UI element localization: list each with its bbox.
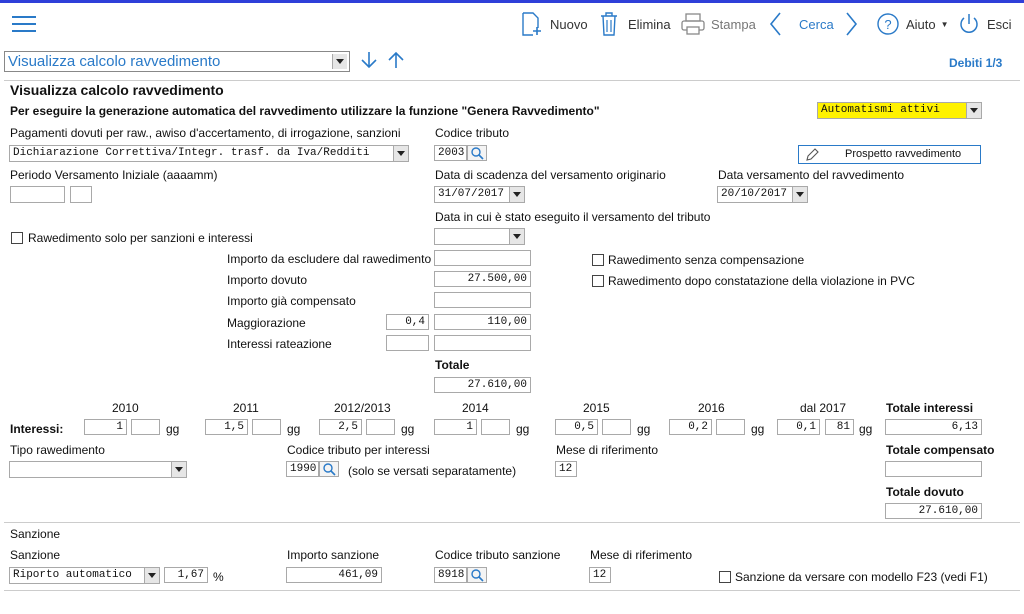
codice-interessi-label: Codice tributo per interessi bbox=[287, 443, 430, 457]
svg-text:?: ? bbox=[884, 17, 892, 32]
search-prev-button[interactable] bbox=[768, 8, 784, 40]
days-field-4[interactable] bbox=[602, 419, 631, 435]
days-field-6[interactable] bbox=[825, 419, 854, 435]
search-label[interactable]: Cerca bbox=[799, 17, 834, 32]
mese-label: Mese di riferimento bbox=[556, 443, 659, 457]
senza-compensazione-label: Rawedimento senza compensazione bbox=[608, 253, 805, 267]
days-value: 81 bbox=[836, 421, 850, 433]
codice-tributo-label: Codice tributo bbox=[435, 126, 510, 140]
f23-label: Sanzione da versare con modello F23 (vedi F1) bbox=[735, 570, 988, 584]
trash-icon bbox=[598, 11, 620, 37]
chevron-left-icon bbox=[768, 11, 784, 37]
dopo-pvc-label: Rawedimento dopo constatazione della violazione in PVC bbox=[608, 274, 915, 288]
search-next-button[interactable] bbox=[843, 8, 859, 40]
tipo-select[interactable] bbox=[9, 461, 187, 478]
hamburger-menu-icon[interactable] bbox=[12, 15, 36, 33]
totale-compensato-field[interactable] bbox=[885, 461, 982, 477]
totale-dovuto-field[interactable] bbox=[885, 503, 982, 519]
importo-escludere-label: Importo da escludere dal rawedimento bbox=[227, 252, 432, 266]
codice-sanzione-value: 8918 bbox=[438, 569, 465, 581]
totale-dovuto-label: Totale dovuto bbox=[886, 485, 964, 499]
page-counter: Debiti 1/3 bbox=[949, 56, 1003, 70]
periodo-label: Periodo Versamento Iniziale (aaaamm) bbox=[10, 168, 218, 182]
caret-down-icon: ▼ bbox=[940, 19, 949, 29]
chevron-down-icon bbox=[144, 568, 159, 583]
mese-value: 12 bbox=[559, 463, 573, 475]
gg-label: gg bbox=[166, 422, 180, 436]
solo-sanzioni-checkbox[interactable] bbox=[11, 232, 23, 244]
data-scadenza-label: Data di scadenza del versamento originario bbox=[435, 168, 666, 182]
year-label-5: 2016 bbox=[698, 401, 725, 415]
maggiorazione-pct-value: 0,4 bbox=[405, 316, 425, 328]
gg-label: gg bbox=[859, 422, 873, 436]
chevron-down-icon bbox=[393, 146, 408, 161]
search-icon bbox=[468, 568, 486, 582]
chevron-down-icon bbox=[509, 229, 524, 244]
chevron-down-icon bbox=[792, 187, 807, 202]
exit-button[interactable] bbox=[957, 8, 1012, 40]
exit-label: Esci bbox=[987, 16, 1012, 32]
days-field-0[interactable] bbox=[131, 419, 160, 435]
importo-dovuto-label: Importo dovuto bbox=[227, 273, 308, 287]
pct-sign: % bbox=[213, 570, 224, 584]
help-label: Aiuto bbox=[906, 16, 936, 32]
divider bbox=[4, 522, 1020, 523]
importo-sanzione-value: 461,09 bbox=[338, 569, 378, 581]
pagamenti-value: Dichiarazione Correttiva/Integr. trasf. da Iva/Redditi bbox=[13, 147, 370, 159]
maggiorazione-label: Maggiorazione bbox=[227, 316, 306, 330]
totale-value: 27.610,00 bbox=[467, 379, 527, 391]
sanzione-value: Riporto automatico bbox=[13, 569, 132, 581]
prospetto-button[interactable] bbox=[798, 145, 981, 164]
sanzione-mese-label: Mese di riferimento bbox=[590, 548, 693, 562]
periodo-month-field[interactable] bbox=[70, 186, 92, 203]
totale-field[interactable] bbox=[434, 377, 531, 393]
days-field-2[interactable] bbox=[366, 419, 395, 435]
chevron-down-icon bbox=[171, 462, 186, 477]
year-label-4: 2015 bbox=[583, 401, 610, 415]
importo-sanzione-field[interactable] bbox=[286, 567, 382, 583]
data-scadenza-value: 31/07/2017 bbox=[438, 188, 505, 200]
codice-sanzione-search-button[interactable] bbox=[467, 567, 487, 583]
year-label-6: dal 2017 bbox=[800, 401, 847, 415]
maggiorazione-pct-field[interactable] bbox=[386, 314, 429, 330]
rate-value: 0,1 bbox=[796, 421, 816, 433]
codice-interessi-search-button[interactable] bbox=[319, 461, 339, 477]
codice-interessi-field[interactable] bbox=[286, 461, 319, 477]
gg-label: gg bbox=[751, 422, 765, 436]
rate-value: 0,5 bbox=[574, 421, 594, 433]
search-icon bbox=[320, 462, 338, 476]
rate-field-3[interactable] bbox=[434, 419, 477, 435]
codice-tributo-search-button[interactable] bbox=[467, 145, 487, 161]
printer-icon bbox=[680, 12, 706, 36]
new-label: Nuovo bbox=[550, 16, 588, 32]
new-button[interactable] bbox=[520, 8, 588, 40]
days-field-1[interactable] bbox=[252, 419, 281, 435]
rate-value: 1 bbox=[116, 421, 123, 433]
sanzione-mese-field[interactable] bbox=[589, 567, 611, 583]
rate-field-4[interactable] bbox=[555, 419, 598, 435]
pagamenti-label: Pagamenti dovuti per raw., awiso d'accertamento, di irrogazione, sanzioni bbox=[10, 126, 401, 140]
rate-value: 2,5 bbox=[338, 421, 358, 433]
sanzione-label: Sanzione bbox=[10, 548, 61, 562]
help-button[interactable] bbox=[876, 8, 949, 40]
maggiorazione-value: 110,00 bbox=[487, 316, 527, 328]
codice-tributo-value: 2003 bbox=[438, 147, 465, 159]
sanzione-mese-value: 12 bbox=[593, 569, 607, 581]
tipo-label: Tipo rawedimento bbox=[10, 443, 105, 457]
year-label-0: 2010 bbox=[112, 401, 139, 415]
codice-sanzione-field[interactable] bbox=[434, 567, 467, 583]
interessi-rateazione-field[interactable] bbox=[434, 335, 531, 351]
gg-label: gg bbox=[516, 422, 530, 436]
importo-dovuto-value: 27.500,00 bbox=[467, 273, 527, 285]
year-label-1: 2011 bbox=[233, 401, 259, 415]
arrow-up-icon[interactable] bbox=[386, 50, 406, 73]
sanzione-select[interactable] bbox=[9, 567, 160, 584]
print-label: Stampa bbox=[711, 16, 756, 32]
rate-value: 1 bbox=[466, 421, 473, 433]
divider bbox=[4, 590, 1020, 591]
year-label-3: 2014 bbox=[462, 401, 489, 415]
importo-dovuto-field[interactable] bbox=[434, 271, 531, 287]
codice-interessi-value: 1990 bbox=[290, 463, 317, 475]
year-label-2: 2012/2013 bbox=[334, 401, 391, 415]
totale-label: Totale bbox=[435, 358, 470, 372]
days-field-5[interactable] bbox=[716, 419, 745, 435]
print-button[interactable] bbox=[680, 8, 756, 40]
rate-field-1[interactable] bbox=[205, 419, 248, 435]
pencil-icon bbox=[805, 148, 819, 162]
instruction-text: Per eseguire la generazione automatica del ravvedimento utilizzare la funzione "Genera Ravvedimento" bbox=[10, 104, 600, 118]
sanzione-pct-value: 1,67 bbox=[177, 569, 204, 581]
window-top-border bbox=[0, 0, 1024, 3]
interessi-label: Interessi: bbox=[10, 422, 64, 436]
help-circle-icon bbox=[876, 12, 900, 36]
delete-button[interactable] bbox=[598, 8, 671, 40]
gg-label: gg bbox=[401, 422, 415, 436]
view-selector[interactable] bbox=[4, 51, 350, 72]
power-icon bbox=[957, 12, 981, 36]
chevron-down-icon bbox=[966, 103, 981, 118]
chevron-down-icon bbox=[509, 187, 524, 202]
totale-interessi-value: 6,13 bbox=[951, 421, 978, 433]
sanzione-pct-field[interactable] bbox=[164, 567, 208, 583]
rate-value: 1,5 bbox=[224, 421, 244, 433]
solo-sanzioni-label: Rawedimento solo per sanzioni e interessi bbox=[28, 231, 253, 245]
interessi-rateazione-pct-field[interactable] bbox=[386, 335, 429, 351]
view-selector-value: Visualizza calcolo ravvedimento bbox=[8, 53, 221, 70]
dopo-pvc-checkbox[interactable] bbox=[592, 275, 604, 287]
days-field-3[interactable] bbox=[481, 419, 510, 435]
codice-sanzione-label: Codice tributo sanzione bbox=[435, 548, 561, 562]
importo-compensato-field[interactable] bbox=[434, 292, 531, 308]
totale-dovuto-value: 27.610,00 bbox=[918, 505, 978, 517]
prospetto-label: Prospetto ravvedimento bbox=[845, 148, 962, 160]
delete-label: Elimina bbox=[628, 16, 671, 32]
importo-escludere-field[interactable] bbox=[434, 250, 531, 266]
maggiorazione-field[interactable] bbox=[434, 314, 531, 330]
importo-compensato-label: Importo già compensato bbox=[227, 294, 356, 308]
gg-label: gg bbox=[637, 422, 651, 436]
codice-tributo-field[interactable] bbox=[434, 145, 467, 161]
codice-interessi-note: (solo se versati separatamente) bbox=[348, 464, 517, 478]
periodo-year-field[interactable] bbox=[10, 186, 65, 203]
totale-interessi-field[interactable] bbox=[885, 419, 982, 435]
data-eseguito-label: Data in cui è stato eseguito il versamento del tributo bbox=[435, 210, 711, 224]
data-scadenza-select[interactable] bbox=[434, 186, 525, 203]
automatismi-select[interactable] bbox=[817, 102, 982, 119]
search-icon bbox=[468, 146, 486, 160]
automatismi-value: Automatismi attivi bbox=[821, 104, 940, 116]
rate-field-2[interactable] bbox=[319, 419, 362, 435]
pagamenti-select[interactable] bbox=[9, 145, 409, 162]
sanzione-section-label: Sanzione bbox=[10, 527, 61, 541]
rate-field-0[interactable] bbox=[84, 419, 127, 435]
data-eseguito-select[interactable] bbox=[434, 228, 525, 245]
interessi-rateazione-label: Interessi rateazione bbox=[227, 337, 332, 351]
totale-compensato-label: Totale compensato bbox=[886, 443, 995, 457]
gg-label: gg bbox=[287, 422, 301, 436]
totale-interessi-label: Totale interessi bbox=[886, 401, 974, 415]
rate-field-5[interactable] bbox=[669, 419, 712, 435]
importo-sanzione-label: Importo sanzione bbox=[287, 548, 380, 562]
divider bbox=[4, 80, 1020, 81]
chevron-down-icon bbox=[332, 54, 347, 69]
data-versamento-label: Data versamento del ravvedimento bbox=[718, 168, 905, 182]
new-document-icon bbox=[520, 11, 544, 37]
arrow-down-icon[interactable] bbox=[359, 50, 379, 73]
chevron-right-icon bbox=[843, 11, 859, 37]
rate-value: 0,2 bbox=[688, 421, 708, 433]
data-versamento-value: 20/10/2017 bbox=[721, 188, 788, 200]
mese-field[interactable] bbox=[555, 461, 577, 477]
form-title: Visualizza calcolo ravvedimento bbox=[10, 82, 224, 98]
rate-field-6[interactable] bbox=[777, 419, 820, 435]
senza-compensazione-checkbox[interactable] bbox=[592, 254, 604, 266]
f23-checkbox[interactable] bbox=[719, 571, 731, 583]
data-versamento-select[interactable] bbox=[717, 186, 808, 203]
